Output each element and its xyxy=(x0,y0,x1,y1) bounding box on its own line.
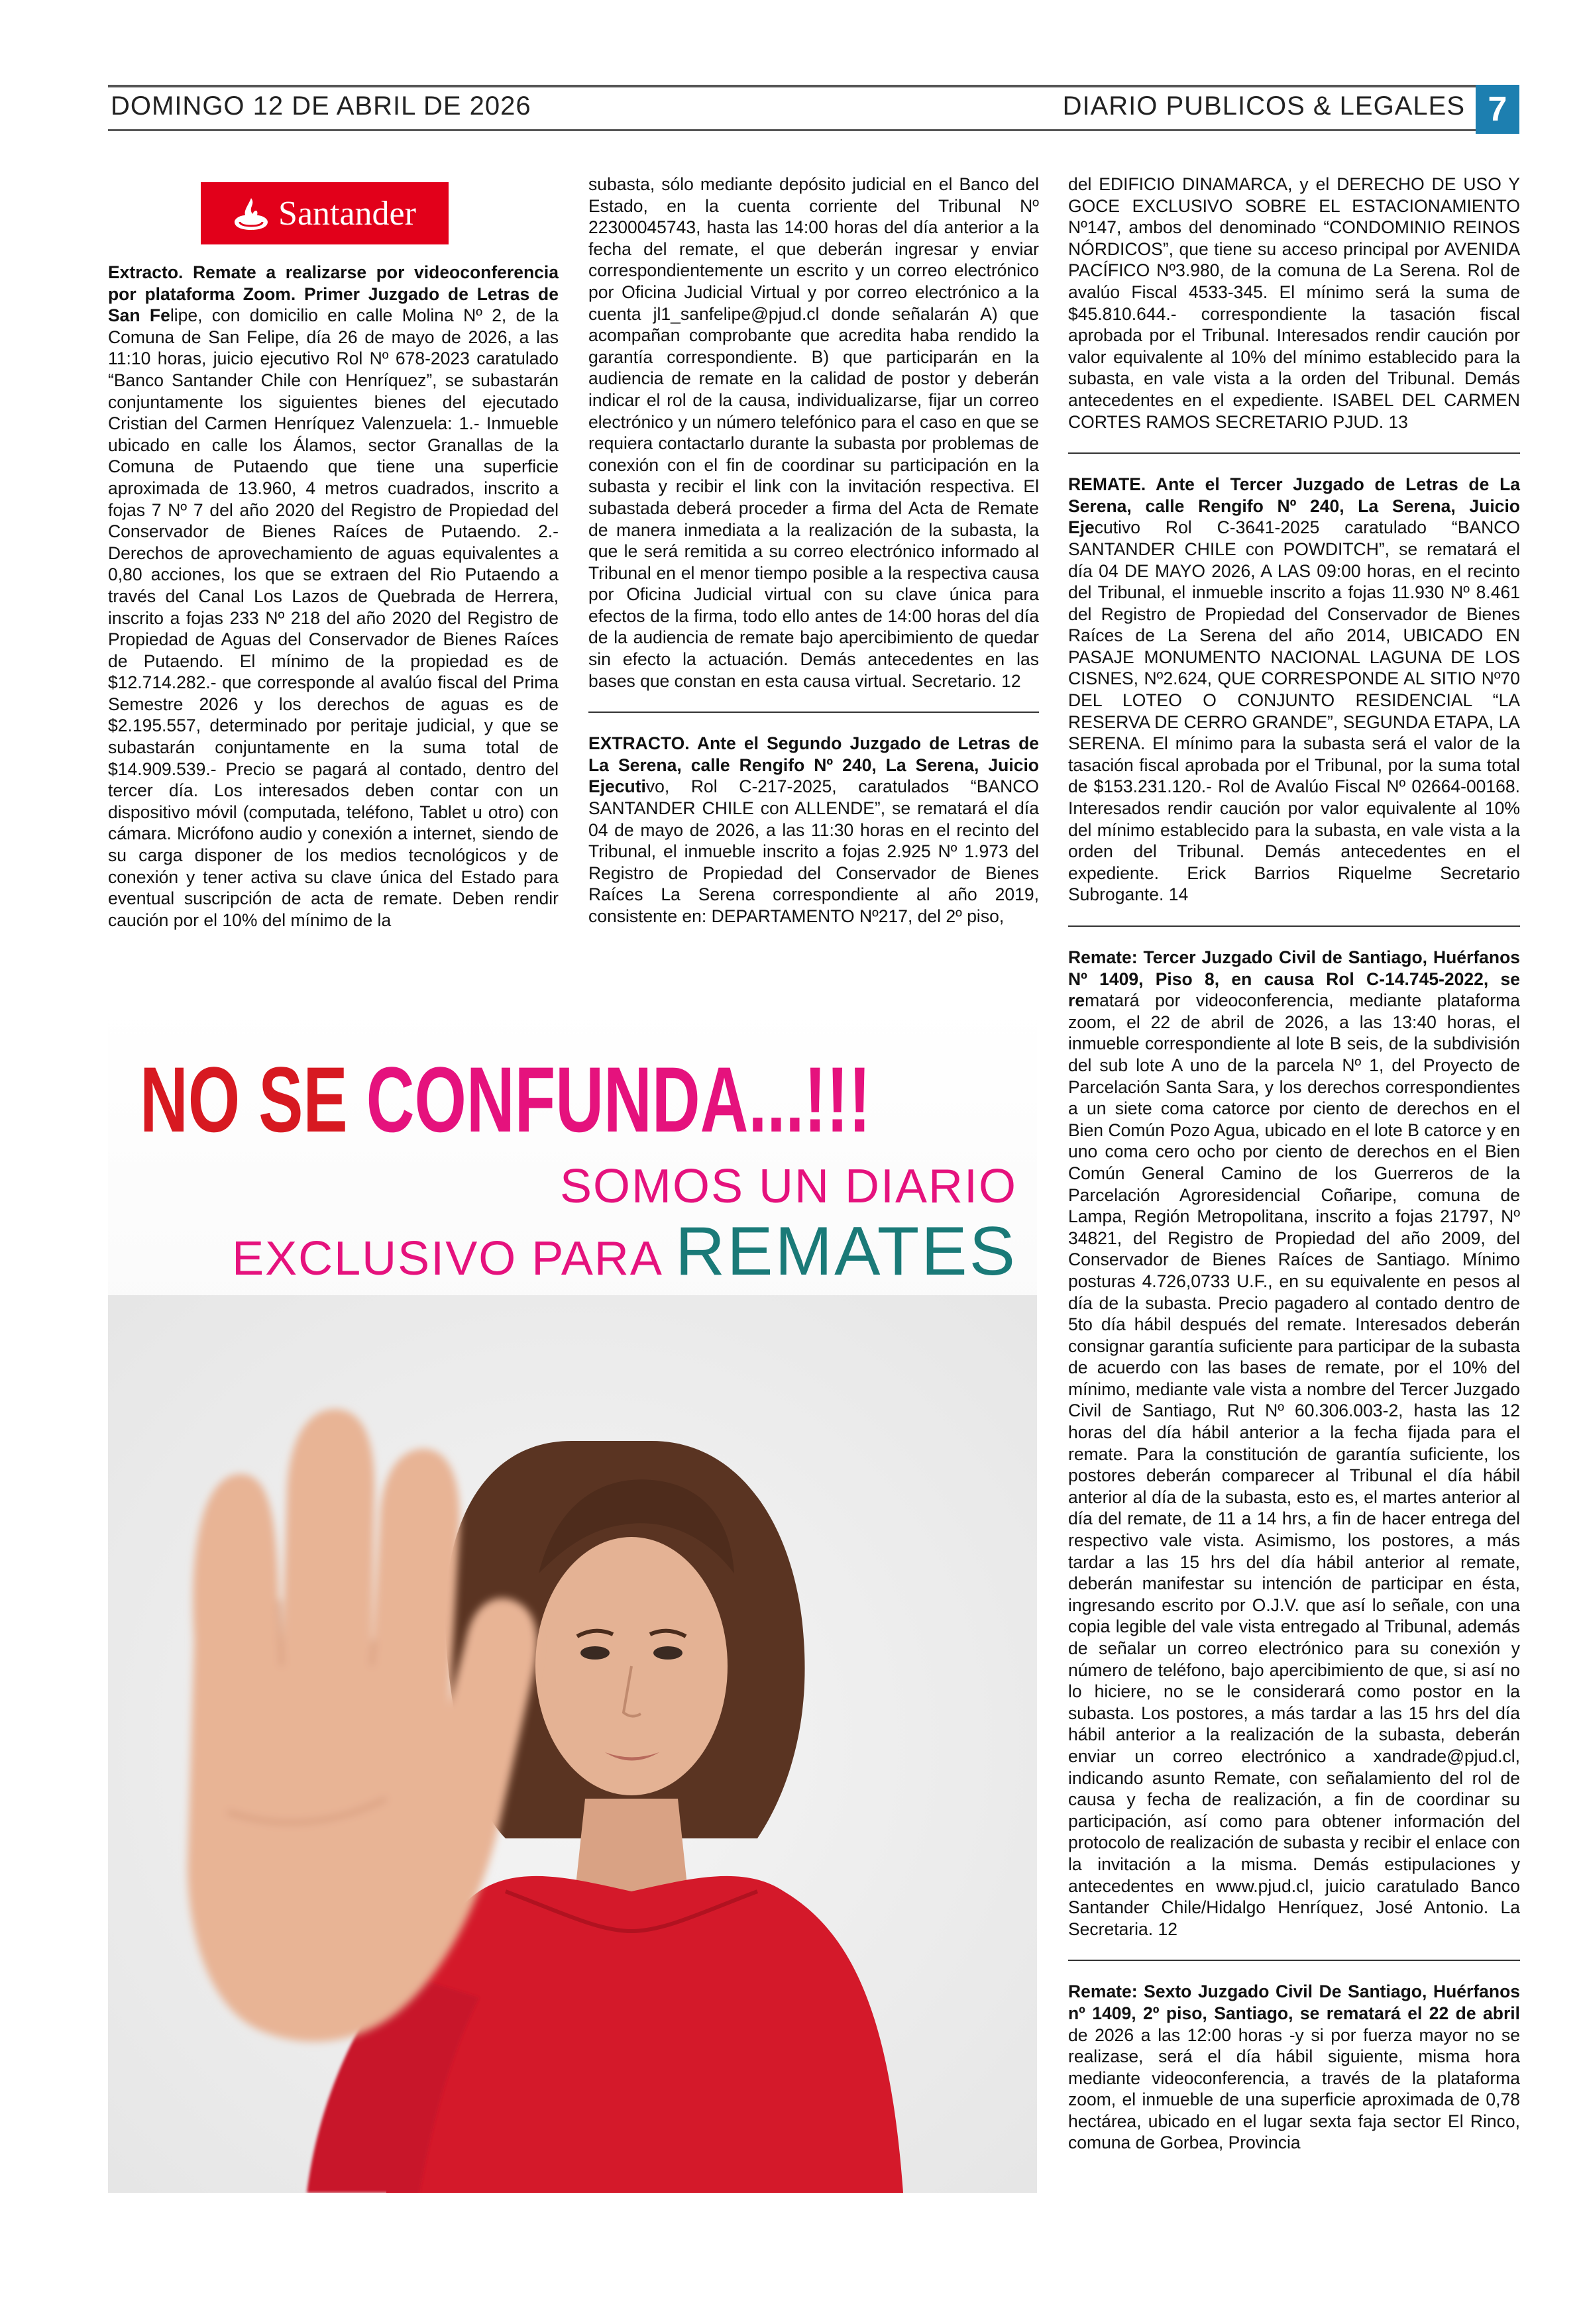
notice-body: matará por videoconferencia, mediante plataforma zoom, el 22 de abril de 2026, a las 13:40 horas, el inmueble correspondiente al lote B seis, de la subdivisión del sub lote A uno de la parcela Nº 1, del Proyecto de Parcelación Santa Sara, y los derechos correspondientes a un siete coma catorce por ciento de derechos en el Bien Común Pozo Agua, ubicado en el lote B catorce y en uno coma cero ocho por ciento de derechos en el Bien Común General Camino de los Guerreros de la Parcelación Agroresidencial Coñaripe, comuna de Lampa, Región Metropolitana, inscrito a fojas 21797, Nº 34821, del Registro de Propiedad del año 2009, del Conservador de Bienes Raíces de Santiago. Mínimo posturas 4.726,0733 U.F., en su equivalente en pesos al día de la subasta. Precio pagadero al contado dentro de 5to día hábil después del remate. Interesados deberán consignar garantía suficiente para participar de la subasta de acuerdo con las bases de remate, por el 10% del mínimo, mediante vale vista a nombre del Tercer Juzgado Civil de Santiago, Rut Nº 60.306.003-2, hasta las 12 horas del día hábil anterior a la fecha fijada para el remate. Para la constitución de garantía suficiente, los postores deberán comparecer al Tribunal el día hábil anterior al día de la subasta, esto es, el martes anterior al día del remate, de 11 a 14 hrs, a fin de hacer entrega del respectivo vale vista. Asimismo, los postores, a más tardar a las 15 hrs del día hábil anterior al remate, deberán manifestar su intención de participar en ésta, ingresando escrito por O.J.V. que así lo señale, con una copia legible del vale vista entregado al Tribunal, además de señalar un correo electrónico para su conexión y número de teléfono, bajo apercibimiento de que, si así no lo hiciere, no se le considerará como postor en la subasta. Los postores, a más tardar a las 15 hrs del día hábil anterior a la realización de la subasta, deberán enviar un correo electrónico a xandrade@pjud.cl, indicando asunto Remate, con señalamiento del rol de causa y fecha de realización, a fin de coordinar su participación, así como para obtener información del protocolo de realización de subasta y recibir el enlace con la invitación a la misma. Demás estipulaciones y antecedentes en www.pjud.cl, juicio caratulado Banco Santander Chile/Hidalgo Henríquez, José Antonio. La Secretaria. 12 xyxy=(1068,990,1520,1939)
ad-headline-part1: NO SE xyxy=(140,1047,366,1151)
notice-body: lipe, con domicilio en calle Molina Nº 2, de la Comuna de San Felipe, día 26 de mayo de 2026, a las 11:10 horas, juicio ejecutivo Rol Nº 678-2023 caratulado “Banco Santander Chile con Henríquez”, se subastarán conjuntamente los siguientes bienes del ejecutado Cristian del Carmen Henríquez Valenzuela: 1.- Inmueble ubicado en calle los Álamos, sector Granallas de la Comuna de Putaendo que tiene una superficie aproximada de 13.960, 4 metros cuadrados, inscrito a fojas 7 Nº 7 del año 2020 del Registro de Propiedad del Conservador de Bienes Raíces de Putaendo. 2.- Derechos de aprovechamiento de aguas equivalentes a 0,80 acciones, los que se extraen del Rio Putaendo a través del Canal Los Lazos de Quebrada de Herrera, inscrito a fojas 233 Nº 218 del año 2020 del Registro de Propiedad de Aguas del Conservador de Bienes Raíces de Putaendo. El mínimo de la propiedad es de $12.714.282.- que corresponde al avalúo fiscal del Prima Semestre 2026 y los derechos de aguas es de $2.195.557, determinado por peritaje judicial, y que se subastarán conjuntamente en la suma total de $14.909.539.- Precio se pagará al contado, dentro del tercer día. Los interesados deben contar con un dispositivo móvil (computada, teléfono, Tablet u otro) con cámara. Micrófono audio y conexión a internet, siendo de su carga disponer de los medios tecnológicos y de conexión y tener activa su clave única del Estado para eventual suscripción de acta de remate. Deben rendir caución por el 10% del mínimo de la xyxy=(108,305,559,930)
ad-photo-woman-stop-hand xyxy=(108,1295,1037,2193)
notice-san-felipe-continued: subasta, sólo mediante depósito judicial en el Banco del Estado, en la cuenta corriente del Tribunal Nº 22300045743, hasta las 14:00 horas del día anterior a la fecha del remate, el que deberán ingresar y enviar correspondientemente un escrito y un correo electrónico por Oficina Judicial Virtual y por correo electrónico a la cuenta jl1_sanfelipe@pjud.cl donde señalarán A) que acompañan comprobante que acredita haba rendido la garantía correspondiente. B) que participarán en la audiencia de remate en la calidad de postor y deberán indicar el rol de la causa, individualizarse, fijar un correo electrónico y un número telefónico para el caso en que se requiera contactarlo durante la subasta por problemas de conexión con el fin de coordinar su participación en la subasta y recibir el link con la invitación respectiva. El subastada deberá proceder a firma del Acta de Remate de manera inmediata a la realización de la subasta, la que le será remitida a su correo electrónico informado al Tribunal en el menor tiempo posible a la respectiva causa por Oficina Judicial virtual con su clave única para efectos de la firma, todo ello antes de 14:00 horas del día de la audiencia de remate bajo apercibimiento de quedar sin efecto la actuación. Demás antecedentes en las bases que constan en esta causa virtual. Secretario. 12 xyxy=(588,174,1039,691)
ad-headline xyxy=(140,1047,871,1151)
column-1 xyxy=(108,262,559,951)
santander-logo-text: Santander xyxy=(278,194,416,233)
publication-name: DIARIO PUBLICOS & LEGALES xyxy=(1062,91,1465,121)
ad-tagline-1: SOMOS UN DIARIO xyxy=(559,1160,1017,1213)
ad-tagline-2b: REMATES xyxy=(675,1213,1017,1290)
notice-la-serena-allende-continued: del EDIFICIO DINAMARCA, y el DERECHO DE USO Y GOCE EXCLUSIVO SOBRE EL ESTACIONAMIENTO Nº147, ambos del denominado “CONDOMINIO REINOS NÓRDICOS”, que tiene su acceso principal por AVENIDA PACÍFICO Nº3.980, de la comuna de La Serena. Rol de avalúo Fiscal 4533-345. El mínimo será la suma de $45.810.644.- correspondiente la tasación fiscal aprobada por el Tribunal. Interesados rendir caución por valor equivalente al 10% del mínimo establecido para la subasta, en vale vista a la orden del Tribunal. Demás antecedentes en el expediente. ISABEL DEL CARMEN CORTES RAMOS SECRETARIO PJUD. 13 xyxy=(1068,174,1520,432)
advertisement xyxy=(108,1004,1037,2193)
notice-body: de 2026 a las 12:00 horas -y si por fuerza mayor no se realizase, será el día hábil siguiente, misma hora mediante videoconferencia, a través de la plataforma zoom, el inmueble de una superficie aproximada de 0,78 hectárea, ubicado en el lugar sexta faja sector El Rinco, comuna de Gorbea, Provincia xyxy=(1068,2025,1520,2153)
notice-lead: Remate: Tercer Juzgado Civil de Santiago, Huérfanos Nº 1409, Piso 8, en causa Rol C-14.745-2022, se re xyxy=(1068,947,1520,1011)
notice-sexto-juzgado-santiago xyxy=(1068,1981,1520,2154)
ad-tagline-2a: EXCLUSIVO PARA xyxy=(232,1232,675,1285)
notice-lead: EXTRACTO. Ante el Segundo Juzgado de Letras de La Serena, calle Rengifo Nº 240, La Serena, Juicio Ejecuti xyxy=(588,733,1039,797)
notice-la-serena-powditch xyxy=(1068,474,1520,906)
ad-headline-part2: CONFUNDA...!!! xyxy=(366,1047,871,1151)
divider xyxy=(588,712,1039,713)
notice-lead: Remate: Sexto Juzgado Civil De Santiago, Huérfanos nº 1409, 2º piso, Santiago, se rematará el 22 de abril xyxy=(1068,1981,1520,2023)
notice-lead: Extracto. Remate a realizarse por videoconferencia por plataforma Zoom. Primer Juzgado de Letras de San Fe xyxy=(108,262,559,326)
page-header xyxy=(108,85,1519,131)
column-3 xyxy=(1068,174,1520,2174)
santander-logo xyxy=(201,182,449,244)
issue-date: DOMINGO 12 DE ABRIL DE 2026 xyxy=(111,91,531,121)
notice-la-serena-allende xyxy=(588,733,1039,927)
divider xyxy=(1068,452,1520,454)
notice-body: cutivo Rol C-3641-2025 caratulado “BANCO SANTANDER CHILE con POWDITCH”, se rematará el día 04 DE MAYO 2026, A LAS 09:00 horas, en el recinto del Tribunal, el inmueble inscrito a fojas 11.930 Nº 8.461 del Registro de Propiedad del Conservador de Bienes Raíces de La Serena del año 2014, UBICADO EN PASAJE MONUMENTO NACIONAL LAGUNA DE LOS CISNES, Nº2.624, QUE CORRESPONDE AL SITIO Nº70 DEL LOTEO O CONJUNTO RESIDENCIAL “LA RESERVA DE CERRO GRANDE”, SEGUNDA ETAPA, LA SERENA. El mínimo para la subasta será el valor de la tasación fiscal aprobada por el Tribunal, por la suma total de $153.231.120.- Rol de Avalúo Fiscal Nº 02664-00168. Interesados rendir caución por valor equivalente al 10% del mínimo establecido para la subasta, en vale vista a la orden del Tribunal. Demás antecedentes en el expediente. Erick Barrios Riquelme Secretario Subrogante. 14 xyxy=(1068,517,1520,905)
notice-body: vo, Rol C-217-2025, caratulados “BANCO SANTANDER CHILE con ALLENDE”, se rematará el día 04 de mayo de 2026, a las 11:30 horas en el recinto del Tribunal, el inmueble inscrito a fojas 2.925 Nº 1.973 del Registro de Propiedad del Conservador de Bienes Raíces La Serena correspondiente al año 2019, consistente en: DEPARTAMENTO Nº217, del 2º piso, xyxy=(588,776,1039,926)
notice-lead: REMATE. Ante el Tercer Juzgado de Letras de La Serena, calle Rengifo Nº 240, La Serena, Juicio Eje xyxy=(1068,474,1520,538)
page-number: 7 xyxy=(1476,85,1519,134)
santander-flame-icon xyxy=(233,195,269,231)
column-2 xyxy=(588,174,1039,947)
divider xyxy=(1068,1960,1520,1961)
divider xyxy=(1068,925,1520,927)
ad-tagline-2 xyxy=(232,1212,1017,1291)
notice-san-felipe xyxy=(108,262,559,931)
notice-tercer-juzgado-santiago xyxy=(1068,947,1520,1940)
